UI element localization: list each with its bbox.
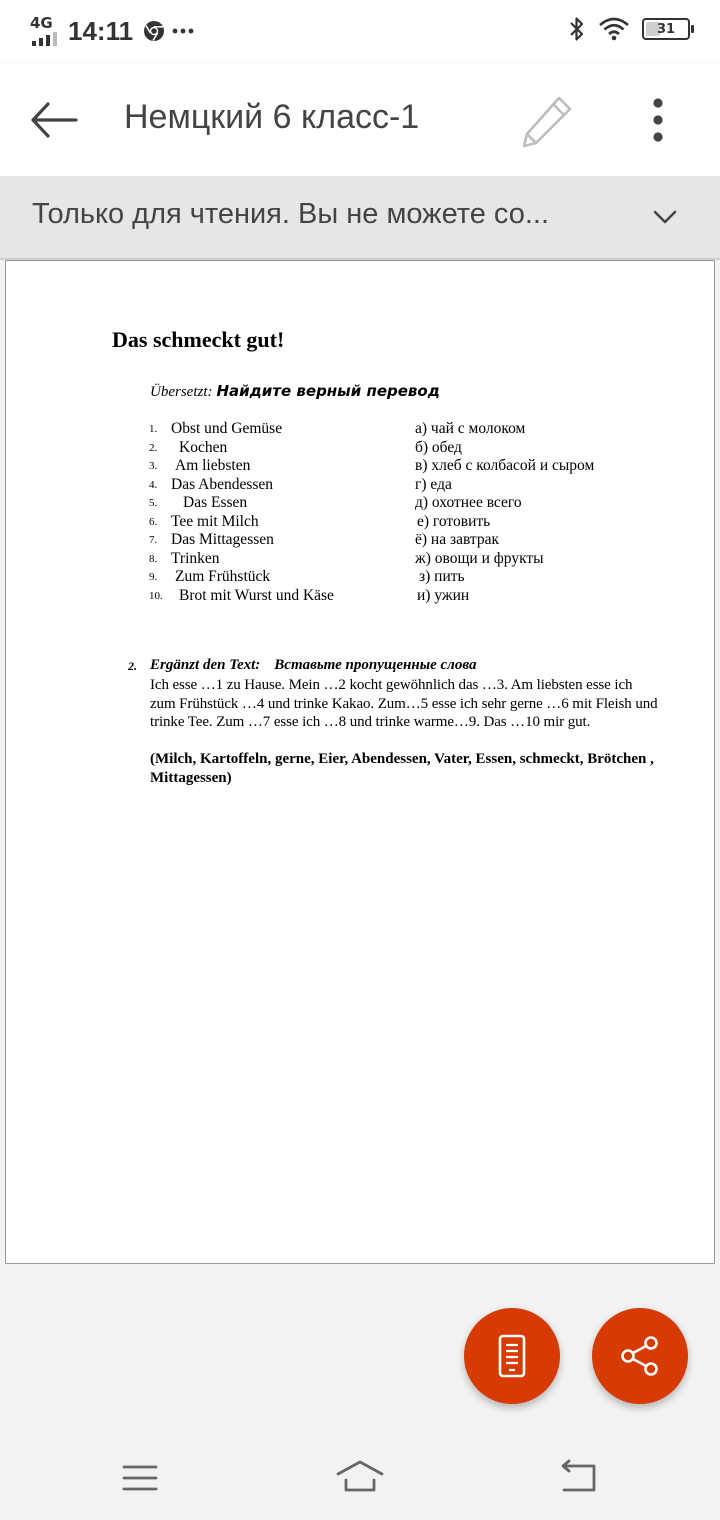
exercise2-number: 2. bbox=[128, 659, 137, 673]
exercise1-label-de: Übersetzt: bbox=[150, 384, 213, 400]
chrome-icon bbox=[143, 20, 165, 42]
more-notifications-icon bbox=[171, 27, 195, 35]
item-number: 7. bbox=[149, 534, 158, 546]
item-russian: з) пить bbox=[419, 568, 465, 585]
item-russian: а) чай с молоком bbox=[415, 420, 526, 437]
item-russian: в) хлеб с колбасой и сыром bbox=[415, 457, 595, 474]
list-item bbox=[6, 457, 714, 476]
item-russian: д) охотнее всего bbox=[415, 494, 522, 511]
read-only-banner[interactable] bbox=[0, 176, 720, 260]
item-russian: ё) на завтрак bbox=[415, 531, 500, 548]
list-item bbox=[6, 568, 714, 587]
list-item bbox=[6, 494, 714, 513]
item-russian: г) еда bbox=[415, 475, 452, 493]
list-item bbox=[6, 476, 714, 495]
navigation-bar bbox=[0, 1430, 720, 1520]
more-options-button[interactable] bbox=[636, 94, 680, 150]
nav-back-button[interactable] bbox=[550, 1452, 610, 1502]
item-german: Am liebsten bbox=[175, 457, 251, 474]
exercise2-text: Ich esse …1 zu Hause. Mein …2 kocht gewöhnlich das …3. Am liebsten esse ich zum Frühstück …4 und trinke Kakao. Zum…5 esse ich sehr gerne …6 mit Fleish und trinke Tee. Zum …7 esse ich …8 und trinke warme…9. Das …10 mir gut. bbox=[150, 677, 658, 731]
item-number: 6. bbox=[149, 515, 158, 528]
item-number: 8. bbox=[149, 552, 158, 565]
vocabulary-list bbox=[6, 420, 714, 605]
battery-icon bbox=[642, 18, 690, 40]
item-number: 5. bbox=[149, 497, 158, 509]
document-title: Немцкий 6 класс-1 bbox=[124, 98, 420, 136]
list-item bbox=[6, 420, 714, 439]
share-button[interactable] bbox=[592, 1308, 688, 1404]
exercise2-label-ru: Вставьте пропущенные слова bbox=[274, 657, 477, 673]
item-russian: е) готовить bbox=[417, 512, 491, 530]
item-german: Brot mit Wurst und Käse bbox=[179, 586, 334, 604]
item-number: 10. bbox=[149, 589, 163, 602]
read-only-text: Только для чтения. Вы не можете со... bbox=[32, 198, 550, 230]
mobile-view-icon bbox=[488, 1332, 536, 1380]
back-arrow-icon bbox=[26, 92, 82, 148]
status-right bbox=[568, 16, 690, 42]
item-german: Das Abendessen bbox=[171, 475, 274, 493]
back-button[interactable] bbox=[26, 92, 82, 148]
home-icon bbox=[330, 1452, 390, 1502]
edit-button[interactable] bbox=[516, 92, 576, 152]
item-russian: ж) овощи и фрукты bbox=[415, 549, 544, 567]
status-left bbox=[30, 14, 195, 48]
clock: 14:11 bbox=[68, 15, 134, 46]
pencil-icon bbox=[516, 92, 576, 152]
item-russian: и) ужин bbox=[417, 586, 470, 604]
item-german: Tee mit Milch bbox=[171, 512, 259, 530]
item-german: Kochen bbox=[179, 438, 228, 456]
back-icon bbox=[550, 1452, 610, 1502]
chevron-down-icon[interactable] bbox=[650, 202, 680, 232]
item-german: Das Mittagessen bbox=[171, 531, 274, 548]
nav-home-button[interactable] bbox=[330, 1452, 390, 1502]
battery-level: 31 bbox=[656, 21, 676, 37]
status-bar bbox=[0, 0, 720, 64]
exercise2-word-bank: (Milch, Kartoffeln, gerne, Eier, Abendessen, Vater, Essen, schmeckt, Brötchen , Mittagessen) bbox=[150, 751, 654, 786]
document-page[interactable] bbox=[5, 260, 715, 1264]
item-german: Das Essen bbox=[183, 494, 248, 511]
item-number: 1. bbox=[149, 423, 158, 435]
menu-icon bbox=[110, 1452, 170, 1502]
list-item bbox=[6, 531, 714, 550]
list-item bbox=[6, 587, 714, 606]
item-number: 9. bbox=[149, 571, 158, 583]
exercise1-label-ru: Найдите верный перевод bbox=[216, 382, 440, 400]
list-item bbox=[6, 439, 714, 458]
item-russian: б) обед bbox=[415, 438, 462, 456]
document-heading: Das schmeckt gut! bbox=[112, 327, 285, 352]
item-german: Obst und Gemüse bbox=[171, 420, 283, 437]
exercise2-label-de: Ergänzt den Text: bbox=[150, 657, 261, 673]
network-type: 4G bbox=[30, 14, 53, 32]
item-number: 3. bbox=[149, 460, 158, 472]
share-icon bbox=[616, 1332, 664, 1380]
mobile-view-button[interactable] bbox=[464, 1308, 560, 1404]
exercise1-header bbox=[150, 382, 440, 401]
item-german: Zum Frühstück bbox=[175, 568, 271, 585]
item-number: 4. bbox=[149, 478, 158, 491]
item-german: Trinken bbox=[171, 549, 220, 567]
more-vert-icon bbox=[636, 94, 680, 150]
exercise2-header bbox=[150, 657, 476, 674]
item-number: 2. bbox=[149, 441, 158, 454]
list-item bbox=[6, 550, 714, 569]
list-item bbox=[6, 513, 714, 532]
app-bar bbox=[0, 64, 720, 176]
network-signal-icon bbox=[30, 14, 62, 48]
bluetooth-icon bbox=[568, 16, 586, 42]
wifi-icon bbox=[598, 17, 630, 41]
nav-menu-button[interactable] bbox=[110, 1452, 170, 1502]
